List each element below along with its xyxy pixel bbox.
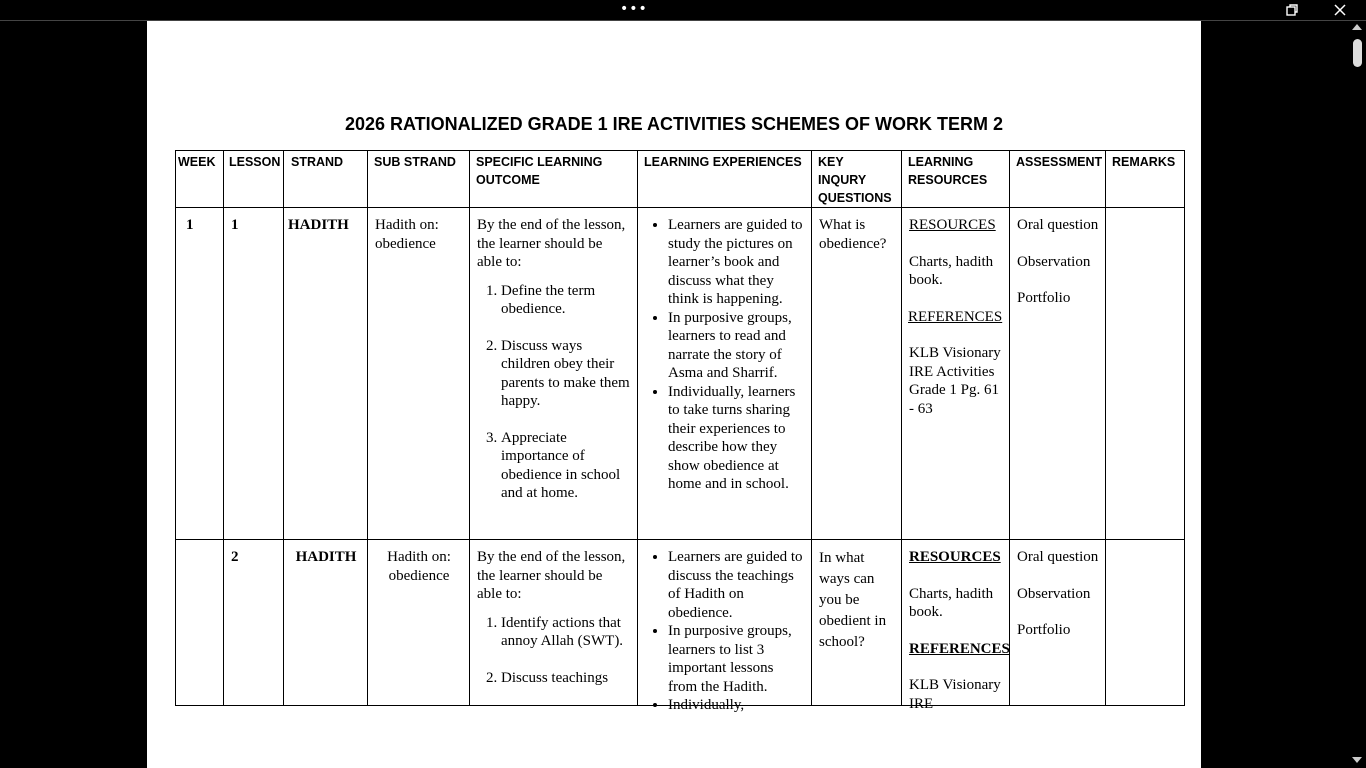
experience-item: • In purposive groups, learners to list 3 important lessons from the Hadith. <box>668 622 805 696</box>
header-week: WEEK <box>176 151 224 208</box>
outcome-item: 1. Identify actions that annoy Allah (SWT). <box>501 614 631 651</box>
header-sub-strand: SUB STRAND <box>368 151 470 208</box>
assessment-item: Observation <box>1017 585 1091 602</box>
experiences-cell <box>638 208 812 540</box>
outcome-list <box>477 614 631 688</box>
assessment-cell <box>1010 540 1106 706</box>
table-header-row <box>176 151 1185 208</box>
header-assessment: ASSESSMENT <box>1010 151 1106 208</box>
vertical-scrollbar[interactable] <box>1349 21 1366 768</box>
resources-text: Charts, hadith book. <box>909 585 994 620</box>
experiences-list <box>645 548 805 715</box>
references-label: REFERENCES <box>908 308 1003 325</box>
header-key-inquiry-questions: KEY INQURY QUESTIONS <box>812 151 902 208</box>
strand-cell: HADITH <box>284 540 368 706</box>
assessment-item: Oral question <box>1017 549 1099 565</box>
outcome-item: 2. Discuss teachings <box>501 669 631 688</box>
document-title: 2026 RATIONALIZED GRADE 1 IRE ACTIVITIES SCHEMES OF WORK TERM 2 <box>344 114 1004 134</box>
header-lesson: LESSON <box>224 151 284 208</box>
outcome-item: 1. Define the term obedience. <box>501 282 631 319</box>
resources-cell <box>902 540 1010 712</box>
table-row <box>176 540 1185 706</box>
resources-text: Charts, hadith book. <box>909 253 994 288</box>
strand-cell: HADITH <box>284 208 368 540</box>
outcome-cell <box>470 540 638 706</box>
header-strand: STRAND <box>284 151 368 208</box>
window-titlebar <box>0 0 1366 20</box>
remarks-cell <box>1106 208 1185 540</box>
table-row <box>176 208 1185 540</box>
sub-strand-cell: Hadith on: obedience <box>368 540 470 706</box>
scroll-down-arrow-icon[interactable] <box>1352 757 1362 763</box>
experiences-list <box>645 216 805 494</box>
key-question-cell: What is obedience? <box>812 208 902 540</box>
references-text: KLB Visionary IRE Activities Grade 1 Pg. 61 - 63 <box>909 345 1001 417</box>
experience-item: • Learners are guided to study the pictures on learner’s book and discuss what they think is happening. <box>668 216 805 309</box>
experience-item: • Learners are guided to discuss the teachings of Hadith on obedience. <box>668 548 805 622</box>
close-icon[interactable] <box>1330 1 1350 19</box>
scroll-up-arrow-icon[interactable] <box>1352 24 1362 30</box>
remarks-cell <box>1106 540 1185 706</box>
key-question-cell: In what ways can you be obedient in school? <box>812 540 902 706</box>
outcome-intro: By the end of the lesson, the learner should be able to: <box>477 217 626 270</box>
resources-label: RESOURCES <box>909 217 996 233</box>
resources-cell <box>902 208 1010 540</box>
schemes-of-work-table <box>175 150 1185 713</box>
header-specific-learning-outcome: SPECIFIC LEARNING OUTCOME <box>470 151 638 208</box>
experience-item: • In purposive groups, learners to read and narrate the story of Asma and Sharrif. <box>668 309 805 383</box>
outcome-item: 2. Discuss ways children obey their parents to make them happy. <box>501 337 631 411</box>
assessment-cell <box>1010 208 1106 540</box>
lesson-cell: 2 <box>224 540 284 706</box>
assessment-item: Portfolio <box>1017 290 1071 306</box>
assessment-item: Oral question <box>1017 217 1099 233</box>
references-text: KLB Visionary IRE <box>909 677 1001 712</box>
outcome-list <box>477 282 631 503</box>
experience-item: • Individually, learners to take turns sharing their experiences to describe how they show obedience at home and in school. <box>668 383 805 494</box>
resources-label: RESOURCES <box>909 549 1001 565</box>
header-learning-experiences: LEARNING EXPERIENCES <box>638 151 812 208</box>
scrollbar-thumb[interactable] <box>1353 39 1362 67</box>
week-cell: 1 <box>176 208 224 540</box>
restore-window-icon[interactable] <box>1282 2 1302 18</box>
outcome-item: 3. Appreciate importance of obedience in school and at home. <box>501 429 631 503</box>
sub-strand-cell: Hadith on: obedience <box>368 208 470 540</box>
references-label: REFERENCES <box>909 640 1010 657</box>
experiences-cell <box>638 540 812 713</box>
week-cell <box>176 540 224 706</box>
more-options-button[interactable]: ••• <box>620 1 648 17</box>
experience-item: • Individually, <box>668 696 805 715</box>
header-learning-resources: LEARNING RESOURCES <box>902 151 1010 208</box>
lesson-cell: 1 <box>224 208 284 540</box>
outcome-intro: By the end of the lesson, the learner should be able to: <box>477 549 626 602</box>
assessment-item: Portfolio <box>1017 622 1071 638</box>
outcome-cell <box>470 208 638 540</box>
header-remarks: REMARKS <box>1106 151 1185 208</box>
assessment-item: Observation <box>1017 253 1091 270</box>
document-page <box>147 21 1201 768</box>
